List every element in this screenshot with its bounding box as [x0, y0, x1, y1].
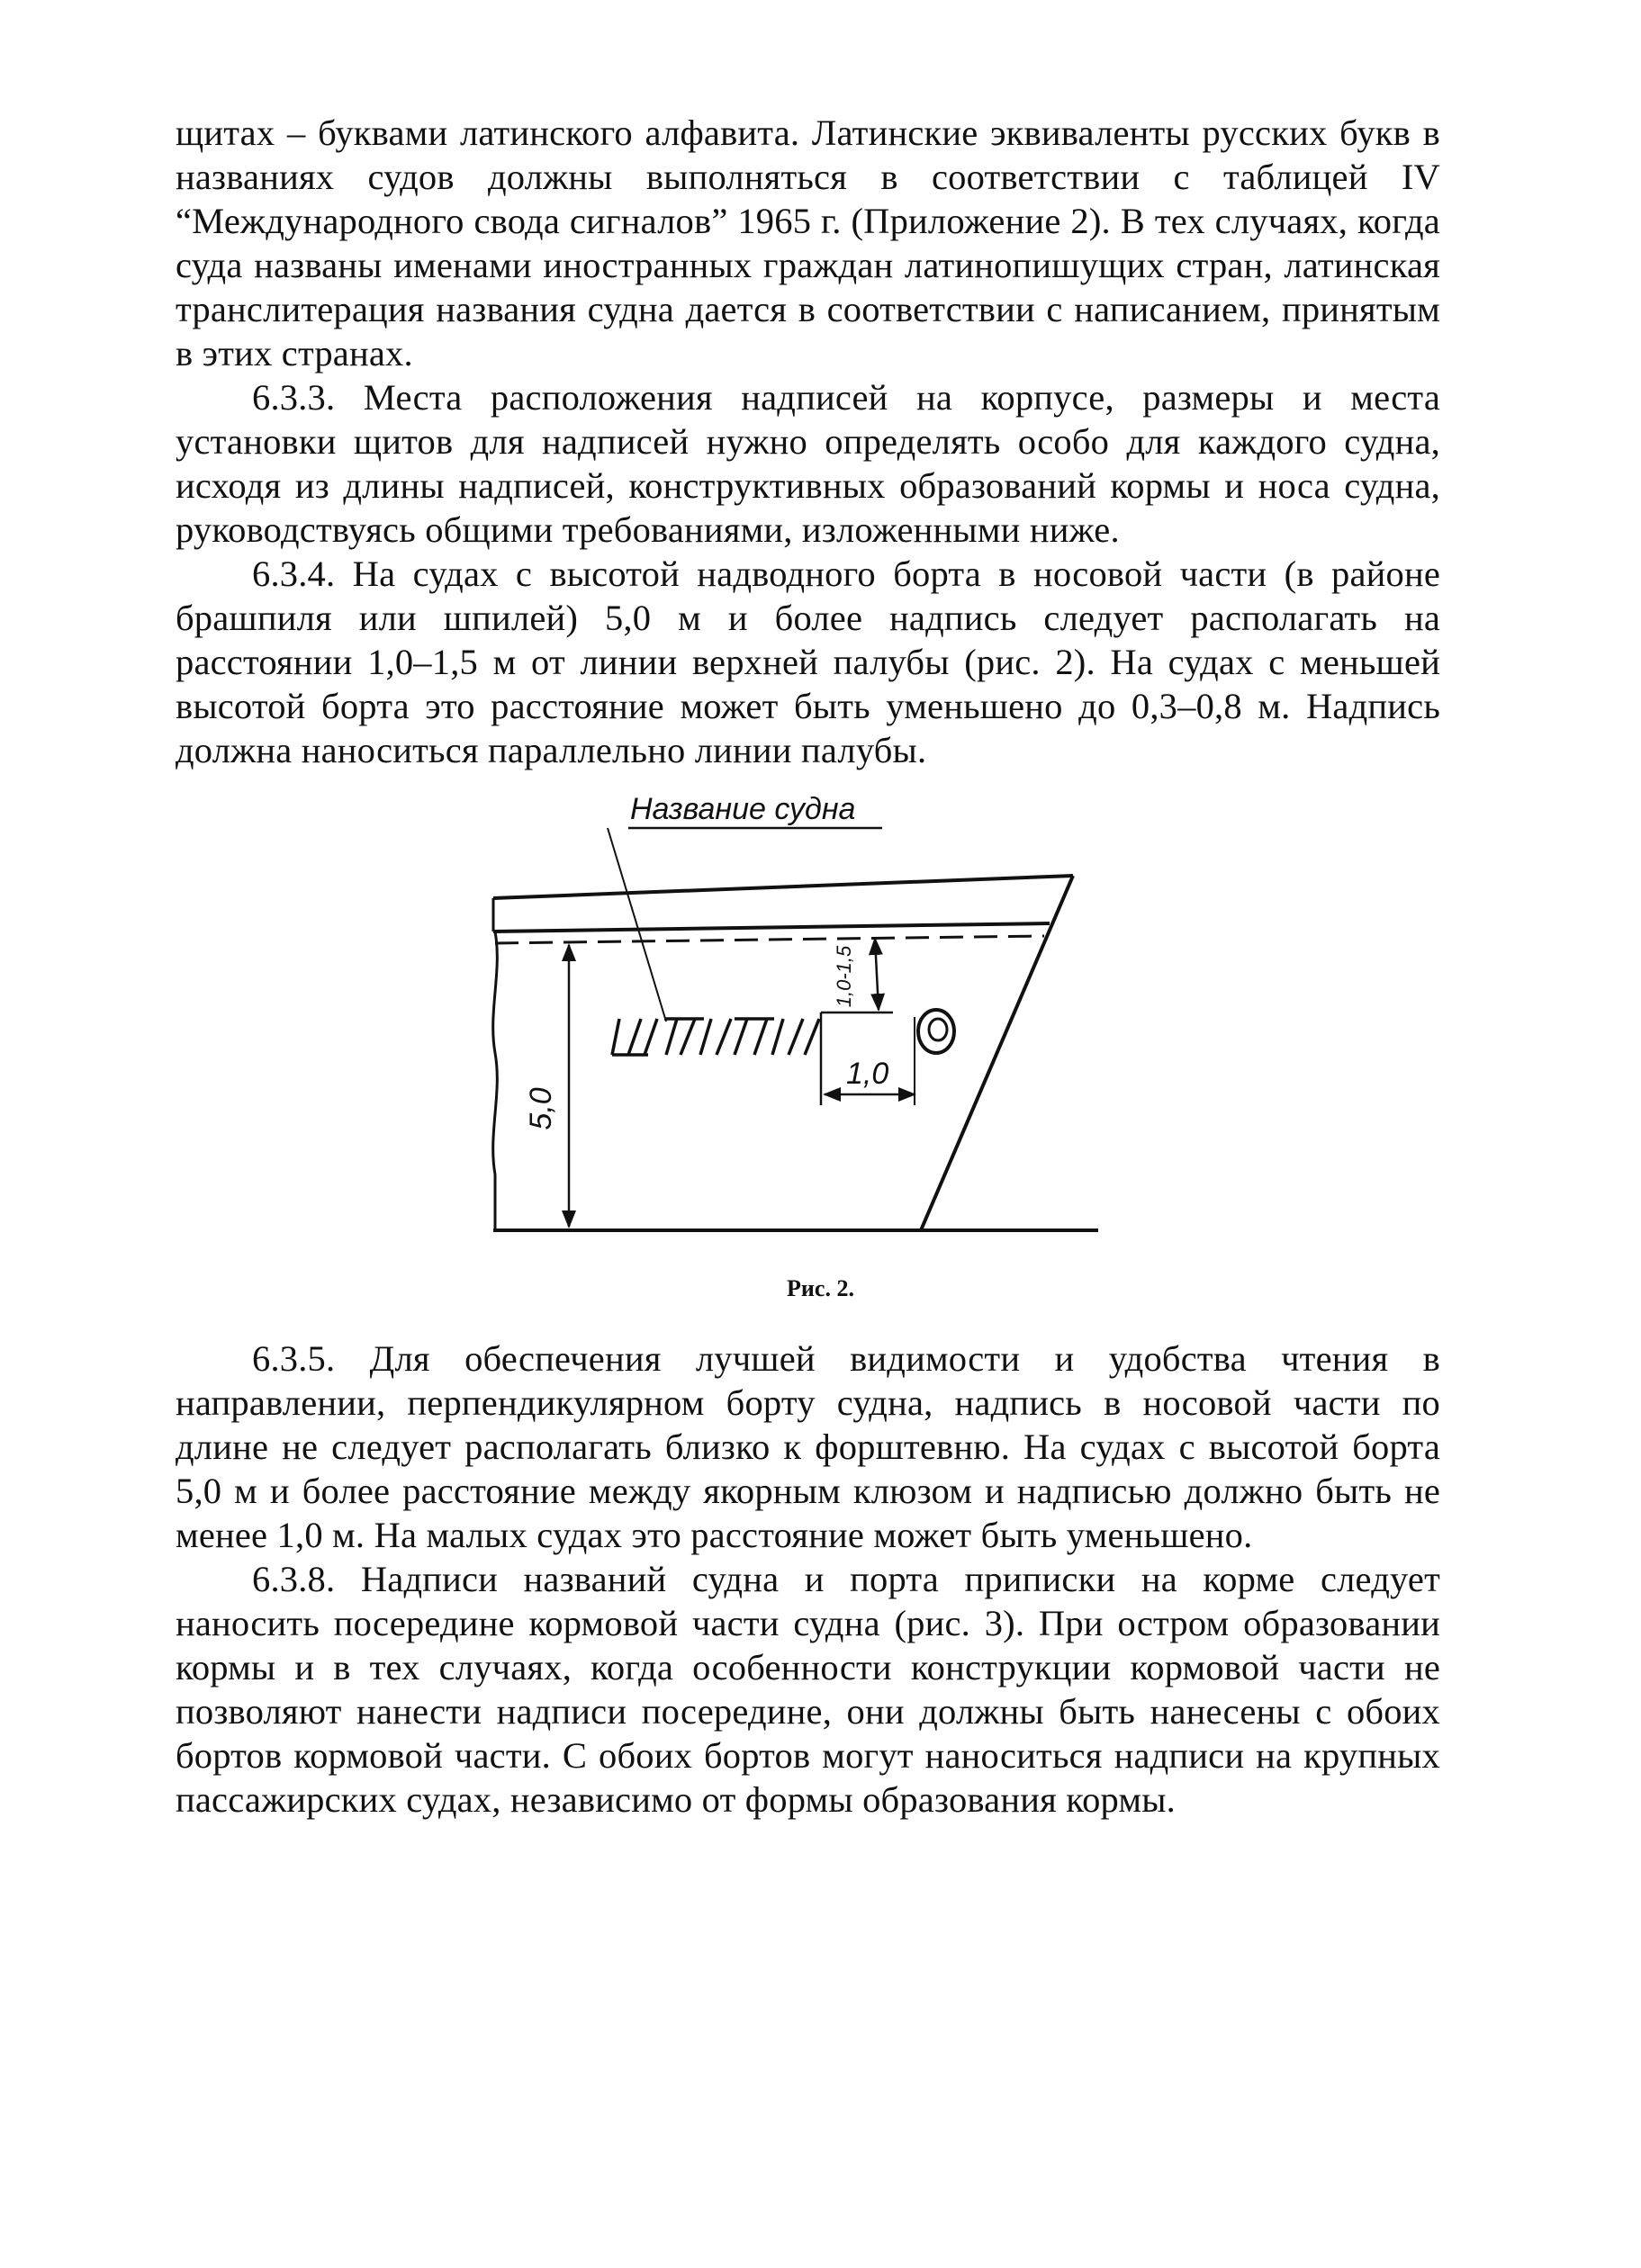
figure-ship-bow-diagram — [468, 792, 1116, 1260]
hull-break-line — [493, 932, 498, 1230]
ship-bow-drawing — [468, 792, 1116, 1260]
paragraph-6-3-4: 6.3.4. На судах с высотой надводного борта в носовой части (в районе брашпиля или шпилей) 5,0 м и более надпись следует располагать на расстоянии 1,0–1,5 м от линии верхней палубы (рис. 2). На судах с меньшей высотой борта это расстояние может быть уменьшено до 0,3–0,8 м. Надпись должна наноситься параллельно линии палубы. — [176, 554, 1440, 770]
distance-dimension-label: 1,0 — [846, 1057, 889, 1091]
height-dimension-label: 5,0 — [524, 1087, 558, 1130]
hawse-pipe-icon — [918, 1010, 954, 1053]
paragraph-6-3-8: 6.3.8. Надписи названий судна и порта приписки на корме следует наносить посередине кормовой части судна (рис. 3). При остром образовании кормы и в тех случаях, когда особенности конструкции кормовой части не позволяют нанести надписи посередине, они должны быть нанесены с обоих бортов кормовой части. С обоих бортов могут наноситься надписи на крупных пассажирских судах, независимо от формы образования кормы. — [176, 1559, 1440, 1820]
paragraph-continuation: щитах – буквами латинского алфавита. Латинские эквиваленты русских букв в названиях судов должны выполняться в соответствии с таблицей IV “Международного свода сигналов” 1965 г. (Приложение 2). В тех случаях, когда суда названы именами иностранных граждан латинопишущих стран, латинская транслитерация названия судна дается в соответствии с написанием, принятым в этих странах. — [176, 112, 1440, 374]
deck-dashed-line — [495, 936, 1044, 943]
label-leader-line — [608, 828, 666, 1022]
ship-name-label: Название судна — [630, 792, 856, 826]
bulwark-top-line — [493, 876, 1073, 898]
figure-caption: Рис. 2. — [787, 1275, 854, 1301]
text-block-top — [176, 111, 1440, 772]
deck-line — [493, 923, 1050, 932]
text-block-bottom — [176, 1336, 1440, 1822]
paragraph-6-3-3: 6.3.3. Места расположения надписей на корпусе, размеры и места установки щитов для надписей нужно определять особо для каждого судна, исходя из длины надписей, конструктивных образований кормы и носа судна, руководствуясь общими требованиями, изложенными ниже. — [176, 377, 1440, 550]
ship-name-placeholder — [612, 1019, 819, 1055]
offset-dimension-label: 1,0-1,5 — [833, 945, 855, 1008]
offset-dimension-line — [875, 939, 879, 1010]
paragraph-6-3-5: 6.3.5. Для обеспечения лучшей видимости и удобства чтения в направлении, перпендикулярном борту судна, надпись в носовой части по длине не следует располагать близко к форштевню. На судах с высотой борта 5,0 м и более расстояние между якорным клюзом и надписью должно быть не менее 1,0 м. На малых судах это расстояние может быть уменьшено. — [176, 1338, 1440, 1555]
